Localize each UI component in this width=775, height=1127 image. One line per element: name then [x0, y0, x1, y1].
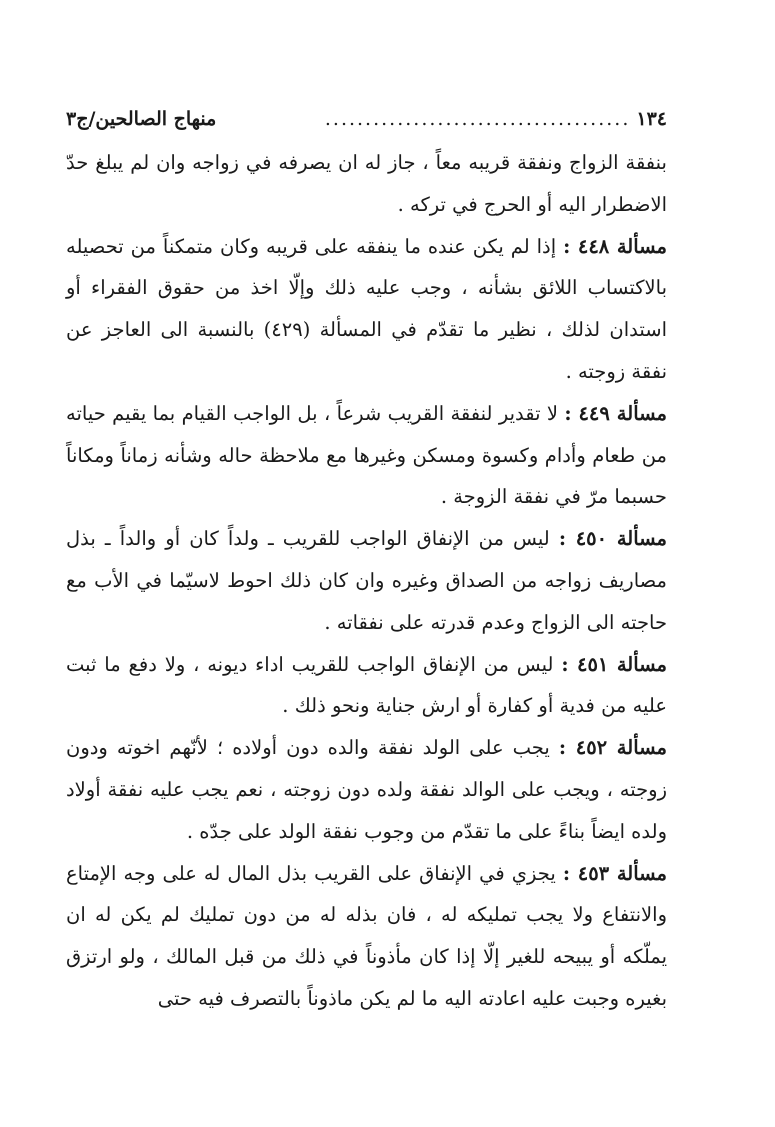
paragraph-text: إذا لم يكن عنده ما ينفقه على قريبه وكان متمكناً من تحصيله بالاكتساب اللائق بشأنه ، وجب عليه ذلك وإلّا اخذ من حقوق الفقراء أو استدان لذلك ، نظير ما تقدّم في المسألة (٤٢٩) بالنسبة الى العاجز عن نفقة زوجته . [66, 234, 667, 383]
issue-label: مسألة ٤٤٨ : [563, 234, 668, 258]
paragraph-text: يجب على الولد نفقة والده دون أولاده ؛ لأنّهم اخوته ودون زوجته ، ويجب على الوالد نفقة ولده دون زوجته ، نعم يجب عليه نفقة أولاد ولده ايضاً بناءً على ما تقدّم من وجوب نفقة الولد على جدّه . [66, 736, 667, 843]
paragraph-text: لا تقدير لنفقة القريب شرعاً ، بل الواجب القيام بما يقيم حياته من طعام وأدام وكسوة ومسكن وغيرها مع ملاحظة حاله وشأنه زماناً ومكاناً حسبما مرّ في نفقة الزوجة . [66, 401, 667, 509]
issue-449 [66, 393, 667, 518]
issue-label: مسألة ٤٥١ : [561, 652, 667, 676]
paragraph-text: بنفقة الزواج ونفقة قريبه معاً ، جاز له ان يصرفه في زواجه وان لم يبلغ حدّ الاضطرار اليه أو الحرج في تركه . [66, 151, 667, 216]
paragraph-text: يجزي في الإنفاق على القريب بذل المال له على وجه الإمتاع والانتفاع ولا يجب تمليكه له ، فان بذله له من دون تمليك لم يكن له ان يملّكه أو يبيحه للغير إلّا إذا كان مأذوناً في ذلك من قبل المالك ، ولو ارتزق بغيره وجبت عليه اعادته اليه ما لم يكن ماذوناً بالتصرف فيه حتى [66, 861, 667, 1010]
page-number: ١٣٤ [636, 108, 667, 130]
issue-label: مسألة ٤٥٣ : [562, 861, 667, 885]
issue-450 [66, 518, 667, 643]
issue-452 [66, 727, 667, 852]
paragraph-text: ليس من الإنفاق الواجب للقريب ـ ولداً كان أو والداً ـ بذل مصاريف زواجه من الصداق وغيره وان كان ذلك احوط لاسيّما في الأب مع حاجته الى الزواج وعدم قدرته على نفقاته . [66, 527, 667, 634]
header-leader-dots: ...................................... [324, 108, 631, 130]
issue-448 [66, 226, 667, 393]
issue-label: مسألة ٤٥٢ : [558, 736, 667, 760]
page-body [66, 142, 667, 1020]
issue-451 [66, 644, 667, 728]
issue-label: مسألة ٤٥٠ : [558, 527, 667, 551]
issue-453 [66, 853, 667, 1020]
book-title: منهاج الصالحين/ج٣ [66, 108, 217, 130]
paragraph-text: ليس من الإنفاق الواجب للقريب اداء ديونه ، ولا دفع ما ثبت عليه من فدية أو كفارة أو ارش جناية ونحو ذلك . [66, 652, 667, 718]
paragraph-continuation [66, 142, 667, 226]
issue-label: مسألة ٤٤٩ : [564, 401, 667, 425]
page-header [66, 108, 667, 142]
